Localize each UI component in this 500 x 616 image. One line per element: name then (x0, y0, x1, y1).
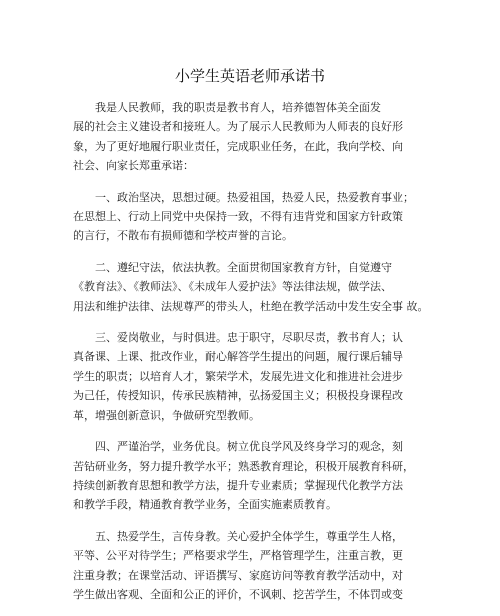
paragraph-line: 象，为了更好地履行职业责任，完成职业任务，在此，我向学校、向 (73, 139, 403, 153)
paragraph-line: 《教育法》、《教师法》、《未成年人爱护法》等法律法规，做学法、 (73, 280, 392, 294)
paragraph-line: 在思想上、行动上同党中央保持一致，不得有违背党和国家方针政策 (73, 210, 403, 224)
paragraph (73, 98, 403, 176)
paragraph-line: 一、政治坚决，思想过硬。热爱祖国，热爱人民，热爱教育事业； (95, 190, 414, 204)
paragraph-line: 学生做出客观、全面和公正的评价，不讽刺、挖苦学生，不体罚或变 (73, 587, 403, 601)
paragraph-line: 社会、向家长郑重承诺： (73, 159, 194, 173)
paragraph-line: 真备课、上课、批改作业，耐心解答学生提出的问题，履行课后辅导 (73, 350, 403, 364)
paragraph (73, 258, 429, 316)
paragraph-line: 和教学手段，精通教育教学业务，全面实施素质教育。 (73, 498, 337, 512)
paragraph-line: 平等、公平对待学生；严格要求学生，严格管理学生，注重言教，更 (73, 549, 403, 563)
paragraph-line: 用法和维护法律、法规尊严的带头人，杜绝在教学活动中发生安全事 故。 (73, 299, 429, 313)
paragraph-line: 革，增强创新意识，争做研究型教师。 (73, 408, 260, 422)
paragraph-line: 注重身教；在课堂活动、评语撰写、家庭访问等教育教学活动中，对 (73, 568, 403, 582)
paragraph-line: 持续创新教育思想和教学方法，提升专业素质；掌握现代化教学方法 (73, 478, 403, 492)
paragraph-line: 二、遵纪守法，依法执教。全面贯彻国家教育方针，自觉遵守 (95, 260, 392, 274)
paragraph-line: 的言行，不散布有损师德和学校声誉的言论。 (73, 229, 293, 243)
paragraph-line: 学生的职责；以培育人才，繁荣学术，发展先进文化和推进社会进步 (73, 369, 403, 383)
paragraph (73, 328, 403, 425)
paragraph-line: 为己任，传授知识，传承民族精神，弘扬爱国主义；积极投身课程改 (73, 389, 403, 403)
paragraph-line: 四、严谨治学，业务优良。树立优良学风及终身学习的观念，刻 (95, 440, 403, 454)
paragraph (73, 437, 414, 515)
paragraph-line: 我是人民教师，我的职责是教书育人，培养德智体美全面发 (95, 101, 381, 114)
paragraph (73, 188, 414, 246)
paragraph-line: 苦钻研业务，努力提升教学水平；熟悉教育理论，积极开展教育科研， (73, 459, 414, 473)
document-title: 小学生英语老师承诺书 (174, 67, 325, 85)
paragraph-line: 五、热爱学生，言传身教。关心爱护全体学生，尊重学生人格， (95, 529, 403, 543)
document-body (73, 98, 429, 616)
paragraph-line: 展的社会主义建设者和接班人。为了展示人民教师为人师表的良好形 (73, 120, 403, 134)
paragraph (73, 527, 403, 605)
paragraph-line: 三、爱岗敬业，与时俱进。忠于职守，尽职尽责，教书育人；认 (95, 331, 403, 345)
